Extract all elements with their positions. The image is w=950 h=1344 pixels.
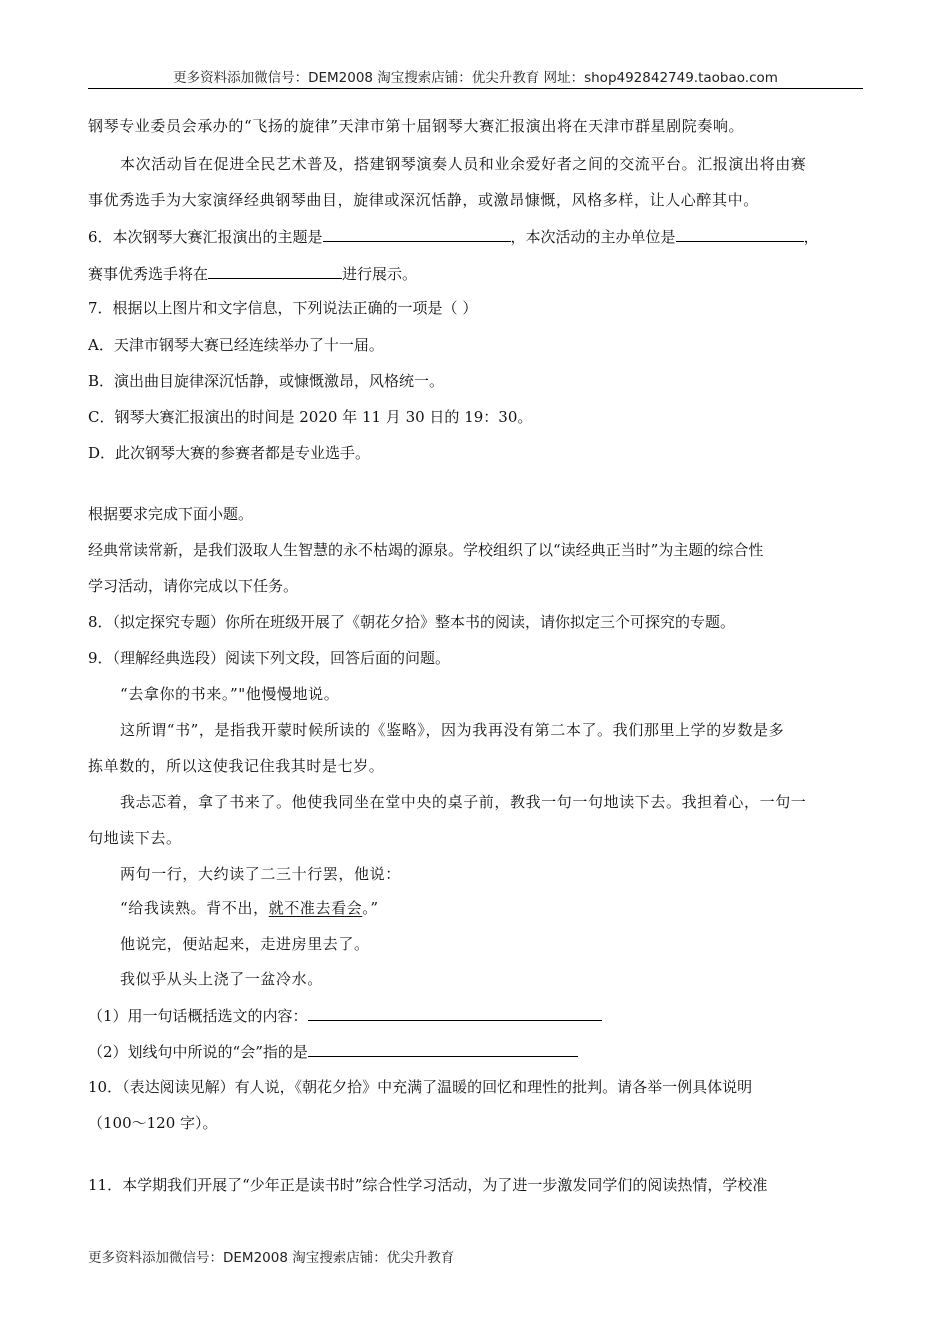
sub-question-text: （2）划线句中所说的“会”指的是 (88, 1043, 308, 1061)
passage-line: 钢琴专业委员会承办的“飞扬的旋律”天津市第十届钢琴大赛汇报演出将在天津市群星剧院奏响。 (88, 117, 745, 135)
question-9-stem: 9．（理解经典选段）阅读下列文段，回答后面的问题。 (88, 649, 451, 667)
excerpt-line: 我似乎从头上浇了一盆冷水。 (120, 970, 323, 988)
q6-text: ， (803, 228, 819, 246)
q6-text: ，本次活动的主办单位是 (510, 228, 676, 246)
question-11: 11．本学期我们开展了“少年正是读书时”综合性学习活动，为了进一步激发同学们的阅读热情，学校准 (88, 1176, 768, 1194)
answer-blank[interactable] (208, 263, 342, 279)
section-intro: 学习活动，请你完成以下任务。 (88, 577, 299, 595)
answer-blank[interactable] (323, 226, 511, 242)
underlined-sentence: 就不准去看会 (268, 899, 363, 917)
sub-question-text: （1）用一句话概括选文的内容： (88, 1007, 308, 1025)
section-intro: 根据要求完成下面小题。 (88, 505, 254, 523)
excerpt-line: 句地读下去。 (88, 829, 182, 847)
excerpt-line (120, 898, 379, 918)
excerpt-line: “去拿你的书来。”"他慢慢地说。 (120, 685, 340, 703)
excerpt-text: 。” (362, 899, 379, 917)
q6-text: 6．本次钢琴大赛汇报演出的主题是 (88, 228, 323, 246)
answer-blank[interactable] (308, 1041, 578, 1057)
excerpt-line: 他说完，便站起来，走进房里去了。 (120, 935, 370, 953)
question-7-stem: 7．根据以上图片和文字信息，下列说法正确的一项是（ ） (88, 299, 478, 317)
excerpt-text: “给我读熟。背不出， (120, 899, 269, 917)
sub-question-1 (88, 1005, 602, 1026)
question-6 (88, 226, 819, 247)
passage-line: 事优秀选手为大家演绎经典钢琴曲目，旋律或深沉恬静，或激昂慷慨，风格多样，让人心醉其中。 (88, 191, 759, 209)
sub-question-2 (88, 1041, 578, 1062)
question-8: 8．（拟定探究专题）你所在班级开展了《朝花夕拾》整本书的阅读，请你拟定三个可探究的专题。 (88, 613, 736, 631)
answer-blank[interactable] (308, 1005, 602, 1021)
page-header: 更多资料添加微信号：DEM2008 淘宝搜索店铺：优尖升教育 网址：shop492842749.taobao.com (173, 70, 778, 86)
passage-line: 本次活动旨在促进全民艺术普及，搭建钢琴演奏人员和业余爱好者之间的交流平台。汇报演出将由赛 (120, 155, 807, 173)
answer-blank[interactable] (676, 226, 804, 242)
header-divider (88, 88, 863, 89)
option-b[interactable]: B．演出曲目旋律深沉恬静，或慷慨激昂，风格统一。 (88, 372, 445, 390)
option-a[interactable]: A．天津市钢琴大赛已经连续举办了十一届。 (88, 336, 384, 354)
question-6-cont (88, 263, 417, 284)
excerpt-line: 我忐忑着，拿了书来了。他使我同坐在堂中央的桌子前，教我一句一句地读下去。我担着心，一句一 (120, 793, 807, 811)
question-10-cont: （100～120 字）。 (88, 1114, 218, 1132)
option-c[interactable]: C．钢琴大赛汇报演出的时间是 2020 年 11 月 30 日的 19：30。 (88, 408, 533, 426)
section-intro: 经典常读常新，是我们汲取人生智慧的永不枯竭的源泉。学校组织了以“读经典正当时”为主题的综合性 (88, 541, 764, 559)
excerpt-line: 两句一行，大约读了二三十行罢，他说： (120, 865, 401, 883)
q6-text: 进行展示。 (342, 265, 418, 283)
page-footer: 更多资料添加微信号：DEM2008 淘宝搜索店铺：优尖升教育 (88, 1250, 455, 1266)
q6-text: 赛事优秀选手将在 (88, 265, 209, 283)
option-d[interactable]: D．此次钢琴大赛的参赛者都是专业选手。 (88, 444, 371, 462)
question-10: 10．（表达阅读见解）有人说，《朝花夕拾》中充满了温暖的回忆和理性的批判。请各举一例具体说明 (88, 1078, 753, 1096)
excerpt-line: 这所谓“书”，是指我开蒙时候所读的《鉴略》，因为我再没有第二本了。我们那里上学的岁数是多 (120, 721, 785, 739)
excerpt-line: 拣单数的，所以这使我记住我其时是七岁。 (88, 757, 385, 775)
